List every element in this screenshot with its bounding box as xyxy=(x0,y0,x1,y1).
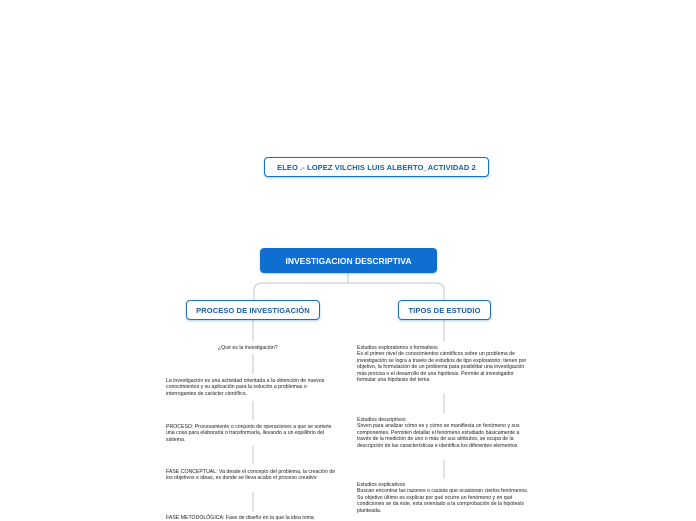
topic-que-es-investigacion[interactable]: ¿Qué es la investigación? xyxy=(218,345,278,351)
connector-root-left xyxy=(254,272,348,301)
topic-fase-metodologica[interactable]: FASE METODOLÓGICA: Fase de diseño en la que la idea toma xyxy=(166,515,314,521)
floating-topic[interactable] xyxy=(264,157,489,177)
branch-label: PROCESO DE INVESTIGACIÓN xyxy=(196,305,310,315)
topic-proceso[interactable]: PROCESO: Procesamiento o conjunto de operaciones a que se somete una cosa para elaborarla o transformarla, llevando a un equilibrio del sistema. xyxy=(166,424,332,443)
topic-estudios-explicativos[interactable] xyxy=(357,482,533,514)
topic-body: Buscan encontrar las razones o causas que ocasionan ciertos fenómenos. Su objetivo último es explicar por qué ocurre un fenómeno y en qué condiciones se da éste, esta orientado a la comprobación de la hipótesis planteada. xyxy=(357,488,529,514)
topic-estudios-descriptivos[interactable] xyxy=(357,417,529,449)
topic-title: Estudios descriptivos xyxy=(357,417,406,423)
topic-body: Es el primer nivel de conocimientos científicos sobre un problema de investigación se logra a través de estudios de tipo exploratorio; tienen por objetivo, la formulación de un problema para posibilitar una investigación más precisa o el desarrollo de una hipótesis. Permite al investigador formular una hipótesis del tema xyxy=(357,351,527,384)
central-topic-label: INVESTIGACION DESCRIPTIVA xyxy=(285,255,412,266)
topic-body: Sirven para analizar cómo es y cómo se manifiesta un fenómeno y sus componentes. Permiten detallar el fenómeno estudiado básicamente a través de la medición de uno o más de sus atributos, se ocupa de la descripción de las características e identifica los diferentes elementos xyxy=(357,423,520,449)
topic-title: Estudios explicativos xyxy=(357,482,406,488)
topic-definicion-investigacion[interactable]: La investigación es una actividad orientada a la obtención de nuevos conocimientos y su aplicación para la solución a problemas o interrogantes de carácter científico. xyxy=(166,378,325,397)
central-topic[interactable] xyxy=(260,248,437,273)
topic-estudios-exploratorios[interactable] xyxy=(357,345,527,383)
branch-tipos-estudio[interactable] xyxy=(398,300,491,320)
topic-fase-conceptual[interactable]: FASE CONCEPTUAL: Va desde el concepto del problema, la creación de los objetivos e ideas, es donde se lleva acabo el proceso creativo xyxy=(166,469,336,482)
floating-topic-label: ELEO .- LOPEZ VILCHIS LUIS ALBERTO_ACTIVIDAD 2 xyxy=(277,162,476,172)
branch-label: TIPOS DE ESTUDIO xyxy=(408,305,481,315)
branch-proceso-investigacion[interactable] xyxy=(186,300,320,320)
connector-root-right xyxy=(348,272,444,301)
topic-title: Estudios exploratorios o formativos xyxy=(357,345,438,351)
